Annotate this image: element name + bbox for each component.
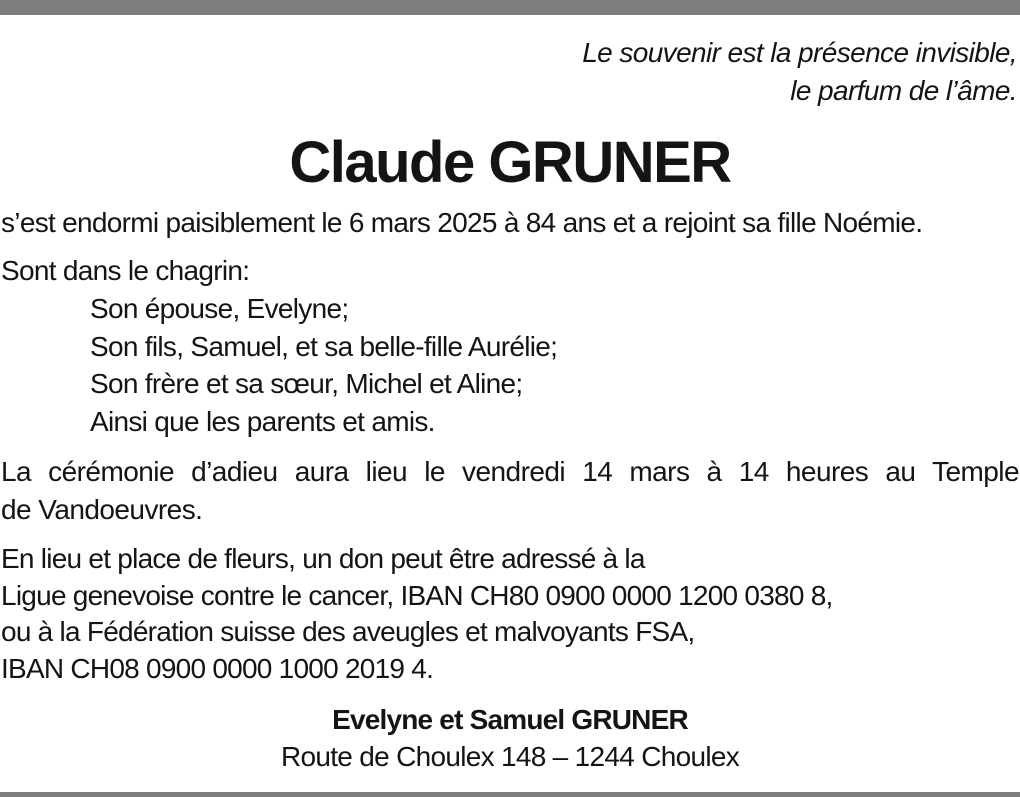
mourner-line: Son fils, Samuel, et sa belle-fille Aurélie; <box>90 330 558 362</box>
ceremony-line-2: de Vandoeuvres. <box>1 494 203 525</box>
donation-info <box>1 541 833 687</box>
mourners-heading: Sont dans le chagrin: <box>1 255 250 286</box>
donation-line: IBAN CH08 0900 0000 1000 2019 4. <box>1 652 434 684</box>
deceased-name: Claude GRUNER <box>289 130 731 195</box>
donation-line: Ligue genevoise contre le cancer, IBAN CH80 0900 0000 1200 0380 8, <box>1 579 833 611</box>
quote-line-2: le parfum de l’âme. <box>790 75 1017 106</box>
mourner-line: Son frère et sa sœur, Michel et Aline; <box>90 368 523 399</box>
mourners-list <box>90 290 557 440</box>
death-announcement: s’est endormi paisiblement le 6 mars 2025 à 84 ans et a rejoint sa fille Noémie. <box>1 207 923 238</box>
mourner-line: Son épouse, Evelyne; <box>90 293 349 324</box>
signature-block <box>0 702 1020 776</box>
ceremony-info <box>1 453 1019 529</box>
signer-address: Route de Choulex 148 – 1244 Choulex <box>280 741 740 772</box>
donation-line: En lieu et place de fleurs, un don peut être adressé à la <box>1 543 645 574</box>
bottom-border-rule <box>0 792 1020 797</box>
mourner-line: Ainsi que les parents et amis. <box>90 405 435 437</box>
ceremony-line-1: La cérémonie d’adieu aura lieu le vendredi 14 mars à 14 heures au Temple <box>1 456 1019 487</box>
quote-line-1: Le souvenir est la présence invisible, <box>582 37 1017 68</box>
epigraph-quote <box>582 34 1017 110</box>
signer-names: Evelyne et Samuel GRUNER <box>332 704 688 735</box>
donation-line: ou à la Fédération suisse des aveugles et malvoyants FSA, <box>1 616 695 648</box>
top-border-rule <box>0 0 1020 15</box>
